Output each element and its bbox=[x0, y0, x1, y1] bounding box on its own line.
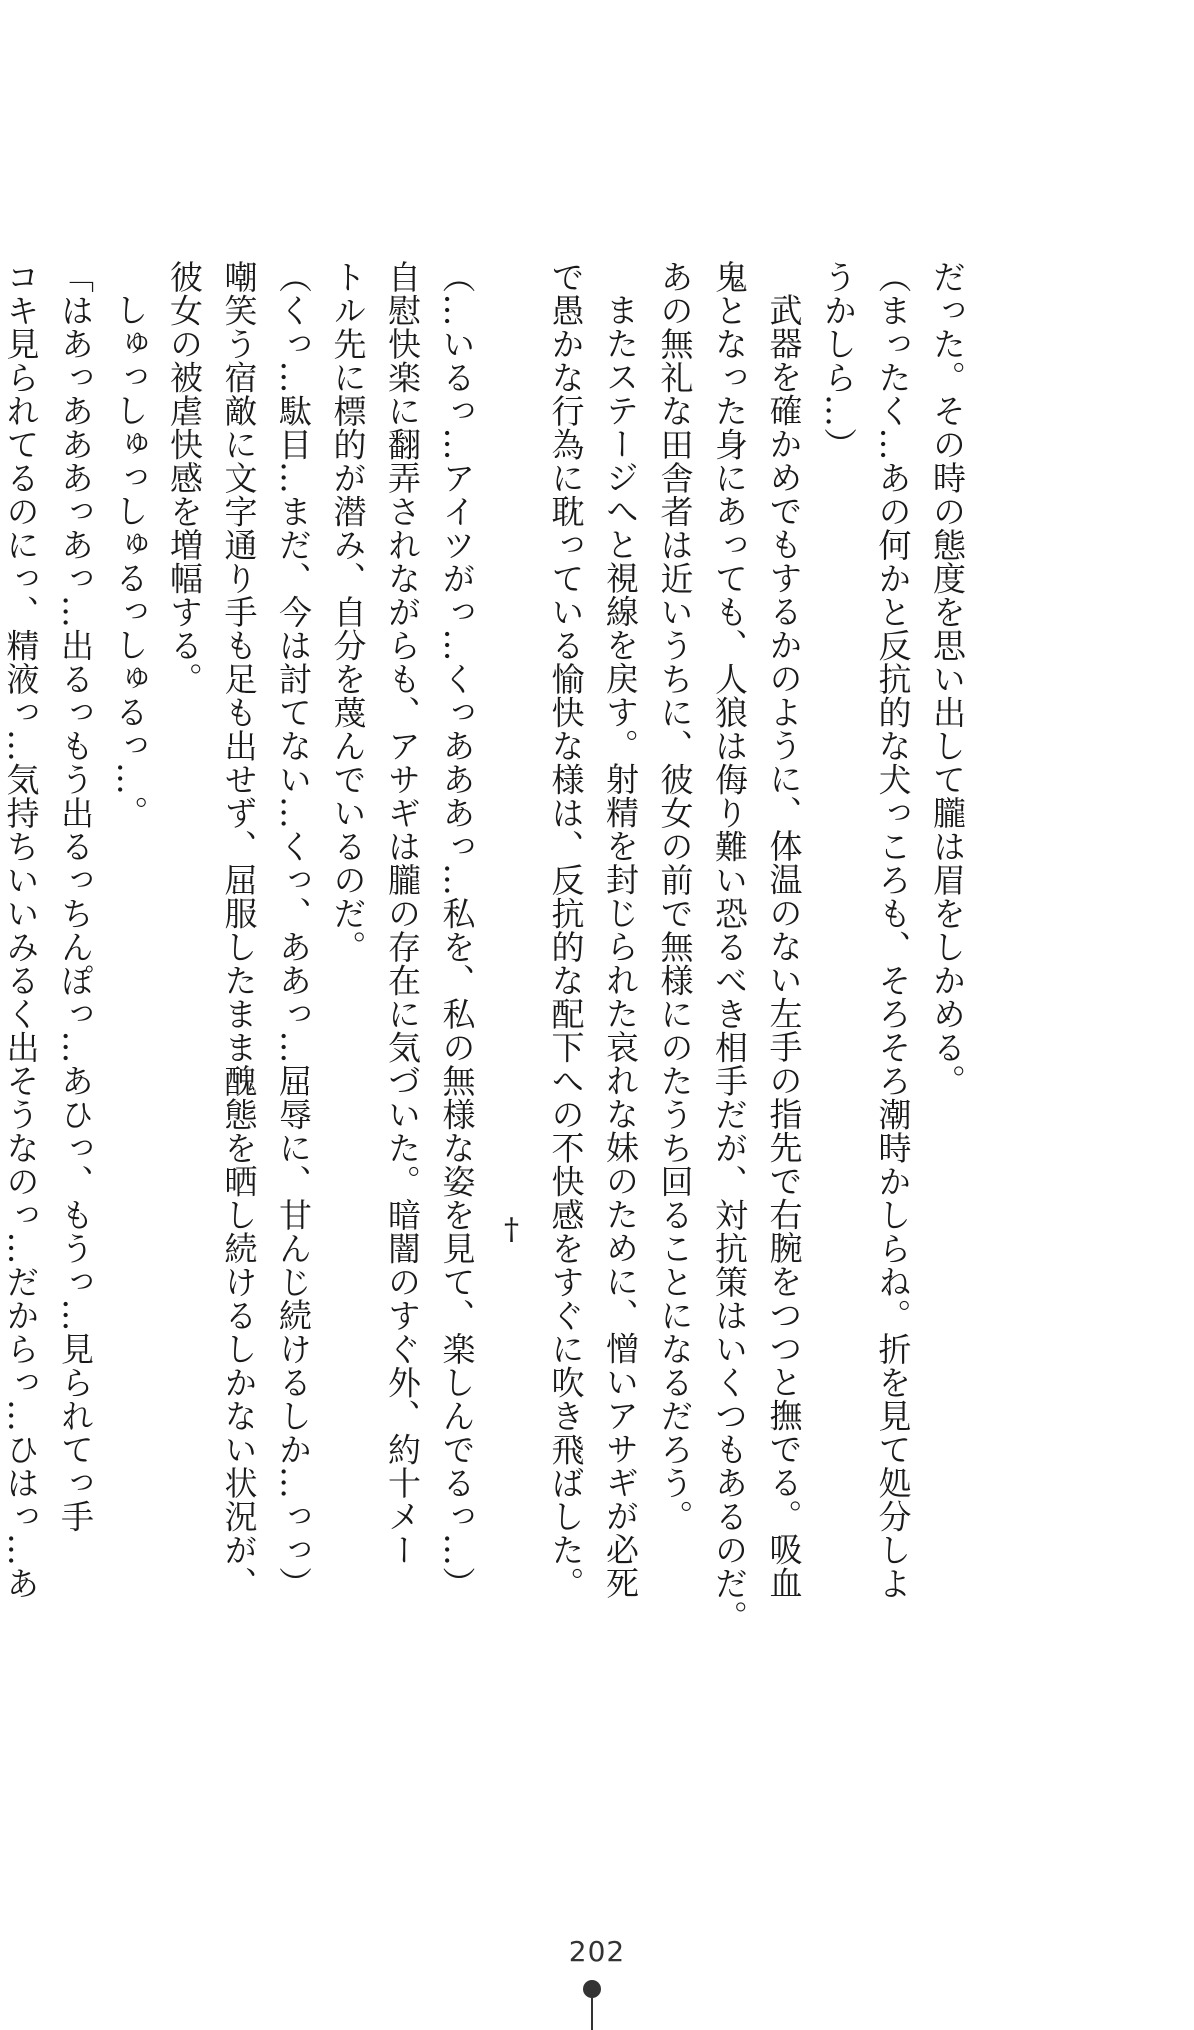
text-line: コキ見られてるのにっ、精液っ…気持ちいいみるく出そうなのっ…だからっ…ひはっ…あ bbox=[1, 260, 41, 1600]
text-line: うかしら…） bbox=[819, 260, 858, 461]
text-line: あの無礼な田舎者は近いうちに、彼女の前で無様にのたうち回ることになるだろう。 bbox=[655, 260, 695, 1533]
text-line: しゅっしゅっしゅるっしゅるっ…。 bbox=[110, 293, 150, 829]
text-line: で愚かな行為に耽っている愉快な様は、反抗的な配下への不快感をすぐに吹き飛ばした。 bbox=[546, 260, 586, 1600]
text-line: 武器を確かめでもするかのように、体温のない左手の指先で右腕をつつと撫でる。吸血 bbox=[764, 293, 804, 1600]
text-line: （くっ…駄目…まだ、今は討てない…くっ、ああっ…屈辱に、甘んじ続けるしか…っっ） bbox=[274, 260, 313, 1600]
vertical-text-body bbox=[1, 260, 974, 1680]
scene-break-dagger: † bbox=[494, 1212, 529, 1248]
text-line: 自慰快楽に翻弄されながらも、アサギは朧の存在に気づいた。暗闇のすぐ外、約十メー bbox=[383, 260, 422, 1567]
text-line: 鬼となった身にあっても、人狼は侮り難い恐るべき相手だが、対抗策はいくつもあるのだ。 bbox=[710, 260, 749, 1634]
text-line: 嘲笑う宿敵に文字通り手も足も出せず、屈服したまま醜態を晒し続けるしかない状況が、 bbox=[219, 260, 259, 1600]
text-line: だった。その時の態度を思い出して朧は眉をしかめる。 bbox=[928, 260, 967, 1098]
text-line: （…いるっ…アイツがっ…くっあああっ…私を、私の無様な姿を見て、楽しんでるっ…） bbox=[437, 260, 477, 1600]
text-line: 彼女の被虐快感を増幅する。 bbox=[165, 260, 204, 696]
page-marker-stem bbox=[591, 1996, 593, 2030]
text-line: 「はあっあああっあっ…出るっもう出るっちんぽっ…あひっ、もうっ…見られてっ手 bbox=[56, 260, 95, 1533]
page-number: 202 bbox=[568, 1935, 626, 1968]
text-line: （まったく…あの何かと反抗的な犬っころも、そろそろ潮時かしらね。折を見て処分しよ bbox=[873, 260, 913, 1600]
text-line: トル先に標的が潜み、自分を蔑んでいるのだ。 bbox=[328, 260, 368, 964]
text-line: またステージへと視線を戻す。射精を封じられた哀れな妹のために、憎いアサギが必死 bbox=[601, 293, 640, 1600]
